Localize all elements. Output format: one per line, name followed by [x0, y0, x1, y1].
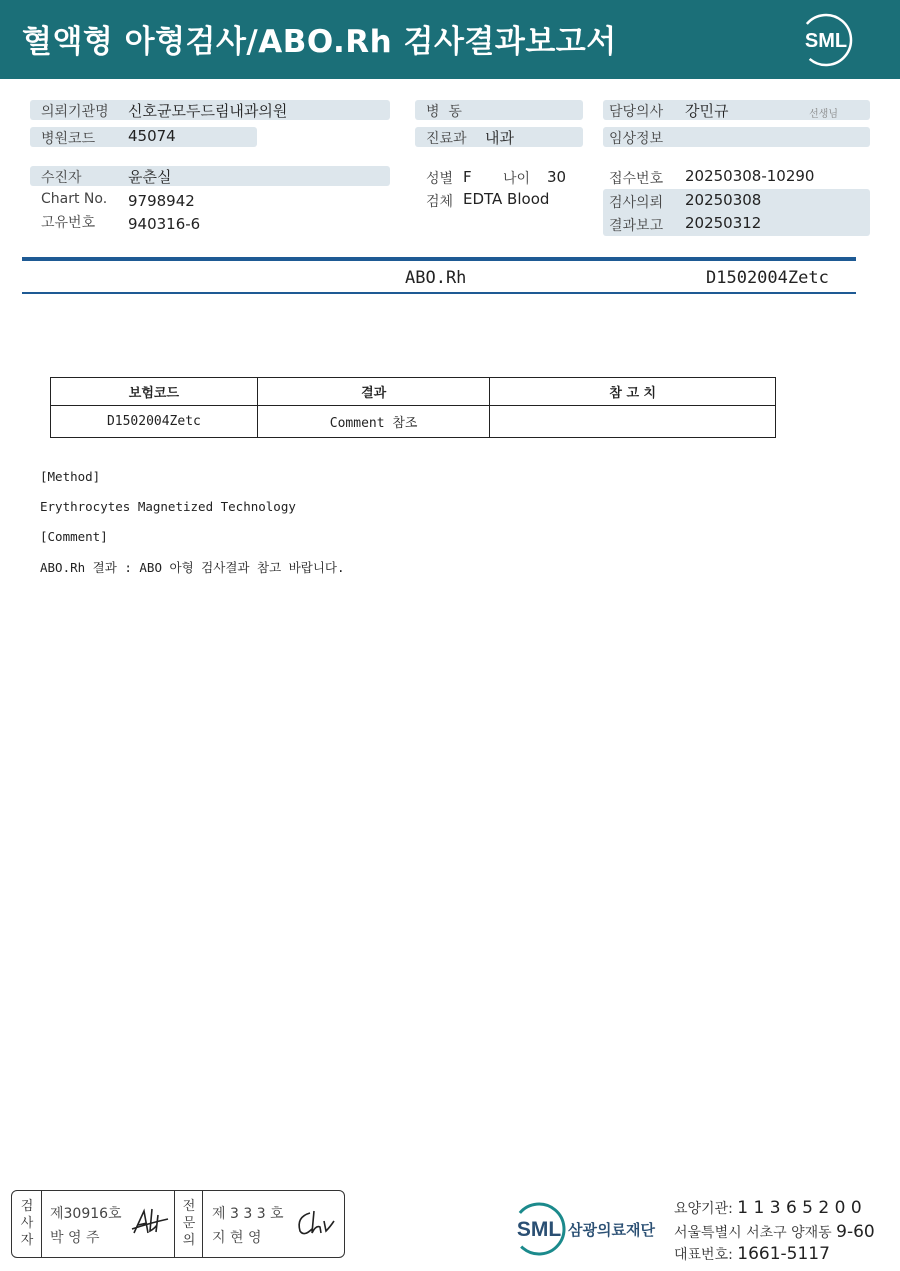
- sig-divider-2: [174, 1191, 175, 1257]
- doctor-label: 담당의사: [609, 104, 664, 120]
- specimen-label: 검체: [426, 194, 454, 210]
- institution-label: 의뢰기관명: [41, 104, 109, 120]
- patient-label: 수진자: [41, 170, 82, 186]
- cell-reference: [490, 406, 776, 438]
- sml-foundation-logo: [510, 1200, 568, 1258]
- table-row: [51, 406, 776, 438]
- sml-foundation-logo-text: SML: [516, 1218, 562, 1241]
- test-name: ABO.Rh: [405, 268, 467, 288]
- table-header-row: [51, 378, 776, 406]
- sig-divider-3: [202, 1191, 203, 1257]
- section-rule-bottom: [22, 292, 856, 294]
- clinical-label: 임상정보: [609, 131, 664, 147]
- method-heading: [Method]: [40, 469, 101, 484]
- section-rule-top: [22, 257, 856, 261]
- report-header: [0, 0, 900, 79]
- doctor-value: 강민규: [685, 102, 729, 120]
- col-reference: 참 고 치: [490, 378, 776, 406]
- receipt-label: 접수번호: [609, 171, 664, 187]
- signature-box: [11, 1190, 345, 1258]
- specialist-label-text: 전문의: [182, 1199, 196, 1248]
- org-name: 삼광의료재단: [568, 1221, 655, 1239]
- care-number: 1 1 3 6 5 2 0 0: [737, 1198, 862, 1218]
- report-date-label: 결과보고: [609, 218, 664, 234]
- age-value: 30: [547, 168, 567, 186]
- ward-label: 병 동: [426, 104, 462, 120]
- report-date-value: 20250312: [685, 214, 762, 232]
- specialist-name: 지 현 영: [212, 1230, 262, 1246]
- specialist-label: [179, 1198, 199, 1249]
- sex-value: F: [463, 168, 472, 186]
- examiner-signature: [130, 1205, 170, 1239]
- address-line: [674, 1222, 875, 1242]
- examiner-no: 제30916호: [50, 1206, 122, 1222]
- report-title: 혈액형 아형검사/ABO.Rh 검사결과보고서: [22, 24, 617, 60]
- examiner-label-text: 검사자: [20, 1199, 34, 1248]
- method-text: Erythrocytes Magnetized Technology: [40, 499, 296, 514]
- test-code: D1502004Zetc: [706, 268, 829, 288]
- specimen-value: EDTA Blood: [463, 190, 550, 208]
- examiner-name: 박 영 주: [50, 1230, 100, 1246]
- results-table: [50, 377, 776, 438]
- care-institution-line: [674, 1198, 862, 1218]
- address-text: 서울특별시 서초구 양재동: [674, 1225, 832, 1241]
- phone-label: 대표번호:: [674, 1247, 733, 1263]
- chart-value: 9798942: [128, 192, 195, 210]
- age-label: 나이: [503, 171, 531, 187]
- chart-label: Chart No.: [41, 191, 108, 207]
- comment-text: ABO.Rh 결과 : ABO 아형 검사결과 참고 바랍니다.: [40, 560, 345, 575]
- dept-label: 진료과: [426, 131, 467, 147]
- doctor-suffix: 선생님: [809, 109, 838, 120]
- hospital-code-value: 45074: [128, 127, 176, 145]
- receipt-value: 20250308-10290: [685, 167, 815, 185]
- sig-divider-1: [41, 1191, 42, 1257]
- patient-value: 윤춘실: [128, 168, 172, 186]
- comment-heading: [Comment]: [40, 529, 108, 544]
- care-label: 요양기관:: [674, 1201, 733, 1217]
- unique-value: 940316-6: [128, 215, 201, 233]
- sml-logo: [798, 12, 854, 68]
- col-result: 결과: [257, 378, 490, 406]
- institution-value: 신호균모두드림내과의원: [128, 102, 288, 120]
- col-insurance-code: 보험코드: [51, 378, 258, 406]
- request-label: 검사의뢰: [609, 195, 664, 211]
- unique-label: 고유번호: [41, 215, 96, 231]
- examiner-label: [17, 1198, 37, 1249]
- cell-insurance-code: D1502004Zetc: [51, 406, 258, 438]
- phone-line: [674, 1244, 830, 1264]
- sml-logo-text: SML: [804, 30, 848, 52]
- request-value: 20250308: [685, 191, 762, 209]
- specialist-no: 제 3 3 3 호: [212, 1206, 284, 1222]
- specialist-signature: [294, 1207, 338, 1239]
- cell-result: Comment 참조: [257, 406, 490, 438]
- address-number: 9-60: [836, 1222, 875, 1242]
- phone-number: 1661-5117: [737, 1244, 830, 1264]
- patient-bar: [30, 166, 390, 186]
- dept-value: 내과: [485, 129, 514, 147]
- hospital-code-label: 병원코드: [41, 131, 96, 147]
- sex-label: 성별: [426, 171, 454, 187]
